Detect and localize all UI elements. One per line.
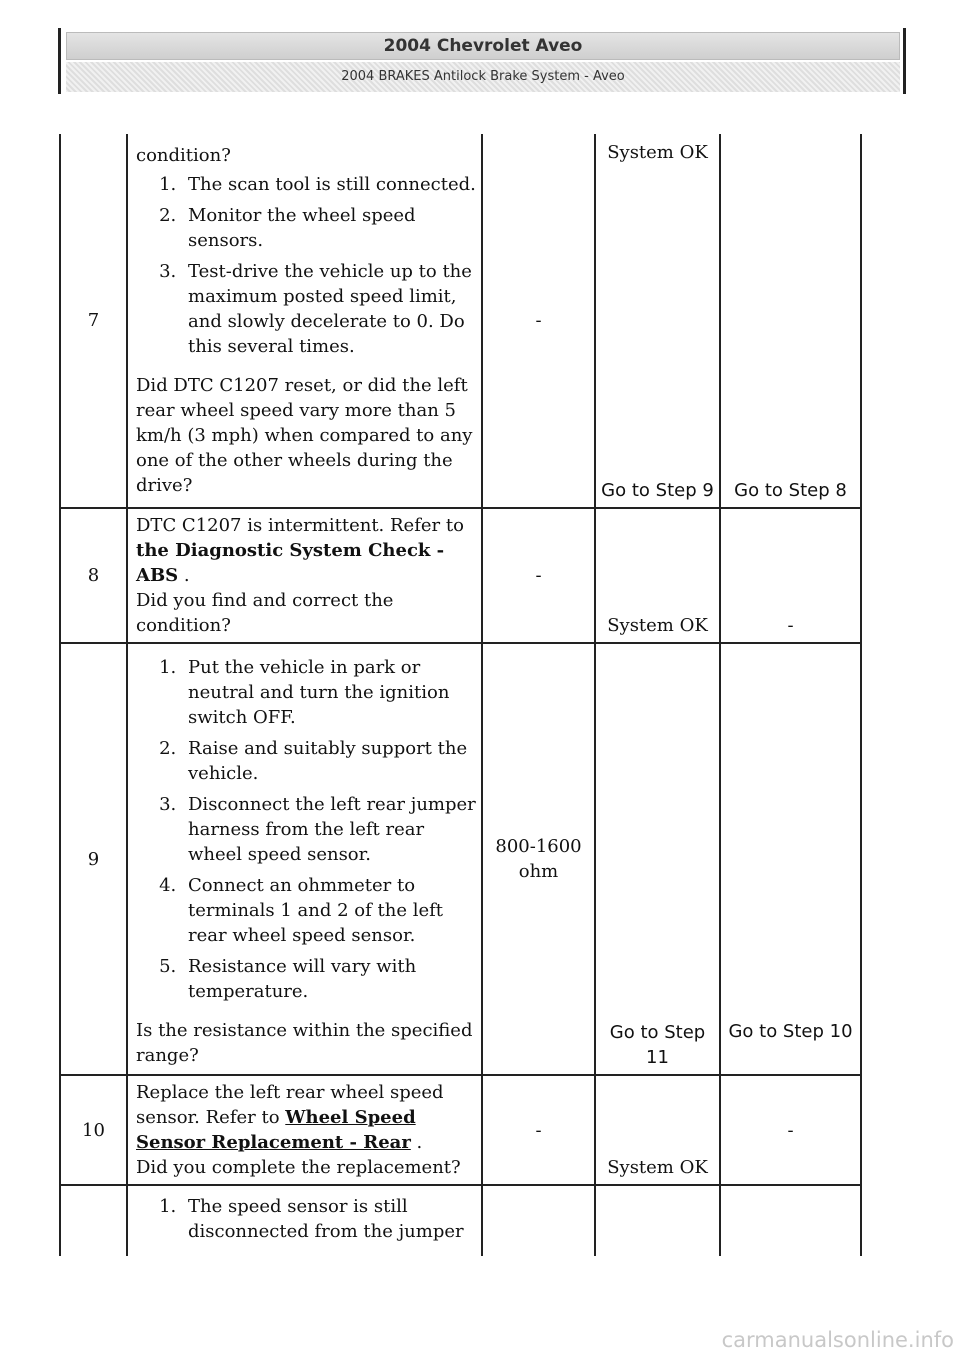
table-row bbox=[60, 1185, 861, 1256]
action-list bbox=[136, 655, 477, 1004]
action-text bbox=[136, 513, 477, 588]
list-item: 2. Raise and suitably support the vehicle. bbox=[182, 736, 477, 786]
no-cell bbox=[720, 643, 861, 1075]
list-item: 1. Put the vehicle in park or neutral and turn the ignition switch OFF. bbox=[182, 655, 477, 730]
action-cell bbox=[127, 1075, 482, 1185]
action-text-b: . bbox=[416, 1132, 423, 1153]
yes-link[interactable]: Go to Step 9 bbox=[601, 480, 714, 501]
table-row bbox=[60, 134, 861, 508]
list-item: 1. The speed sensor is still disconnected from the jumper bbox=[182, 1194, 477, 1244]
no-result: - bbox=[787, 615, 794, 636]
table-row bbox=[60, 1075, 861, 1185]
action-list bbox=[136, 172, 477, 359]
value-cell: - bbox=[482, 134, 595, 508]
value-cell: - bbox=[482, 508, 595, 643]
table-row bbox=[60, 643, 861, 1075]
value-cell bbox=[482, 1185, 595, 1256]
no-cell: - bbox=[720, 1075, 861, 1185]
list-item: 4. Connect an ohmmeter to terminals 1 and 2 of the left rear wheel speed sensor. bbox=[182, 873, 477, 948]
step-number bbox=[60, 1185, 127, 1256]
action-question: Did DTC C1207 reset, or did the left rear wheel speed vary more than 5 km/h (3 mph) when compared to any one of the other wheels during the drive? bbox=[136, 375, 473, 496]
no-link[interactable]: Go to Step 8 bbox=[734, 480, 847, 501]
step-number: 8 bbox=[60, 508, 127, 643]
list-item: 3. Test-drive the vehicle up to the maximum posted speed limit, and slowly decelerate to 0. Do this several times. bbox=[182, 259, 477, 359]
action-intro: condition? bbox=[136, 145, 231, 166]
watermark: carmanualsonline.info bbox=[721, 1328, 954, 1352]
value-cell: - bbox=[482, 1075, 595, 1185]
action-cell bbox=[127, 508, 482, 643]
action-text bbox=[136, 1080, 477, 1155]
list-item: 3. Disconnect the left rear jumper harness from the left rear wheel speed sensor. bbox=[182, 792, 477, 867]
diagnostic-system-check-link[interactable]: the Diagnostic System Check - ABS bbox=[136, 540, 445, 586]
no-cell bbox=[720, 134, 861, 508]
no-cell bbox=[720, 1185, 861, 1256]
action-list bbox=[136, 1194, 477, 1244]
yes-result: System OK bbox=[607, 1157, 708, 1178]
yes-cell bbox=[595, 508, 720, 643]
action-text-a: Replace the left rear wheel speed sensor. Refer to bbox=[136, 1082, 444, 1128]
list-item: 2. Monitor the wheel speed sensors. bbox=[182, 203, 477, 253]
action-cell bbox=[127, 1185, 482, 1256]
yes-link[interactable]: Go to Step 11 bbox=[609, 1022, 706, 1068]
step-number: 10 bbox=[60, 1075, 127, 1185]
action-text-a: DTC C1207 is intermittent. Refer to bbox=[136, 515, 464, 536]
action-question: Is the resistance within the specified range? bbox=[136, 1019, 473, 1066]
value-cell: 800-1600 ohm bbox=[482, 643, 595, 1075]
no-link[interactable]: Go to Step 10 bbox=[728, 1021, 853, 1042]
step-number: 7 bbox=[60, 134, 127, 508]
action-cell bbox=[127, 643, 482, 1075]
document-subtitle: 2004 BRAKES Antilock Brake System - Aveo bbox=[66, 62, 900, 92]
action-question: Did you complete the replacement? bbox=[136, 1157, 461, 1178]
document-title: 2004 Chevrolet Aveo bbox=[66, 32, 900, 60]
action-question: Did you find and correct the condition? bbox=[136, 590, 394, 636]
yes-cell bbox=[595, 1185, 720, 1256]
yes-cell bbox=[595, 134, 720, 508]
diagnostic-table bbox=[59, 134, 862, 1256]
no-cell bbox=[720, 508, 861, 643]
wheel-speed-sensor-replacement-link[interactable]: Wheel Speed Sensor Replacement - Rear bbox=[136, 1107, 416, 1153]
table-row bbox=[60, 508, 861, 643]
action-text-b: . bbox=[183, 565, 190, 586]
yes-top-text: System OK bbox=[607, 142, 708, 163]
action-cell bbox=[127, 134, 482, 508]
yes-result: System OK bbox=[607, 615, 708, 636]
step-number: 9 bbox=[60, 643, 127, 1075]
list-item: 5. Resistance will vary with temperature. bbox=[182, 954, 477, 1004]
yes-cell bbox=[595, 1075, 720, 1185]
yes-cell bbox=[595, 643, 720, 1075]
list-item: 1. The scan tool is still connected. bbox=[182, 172, 477, 197]
